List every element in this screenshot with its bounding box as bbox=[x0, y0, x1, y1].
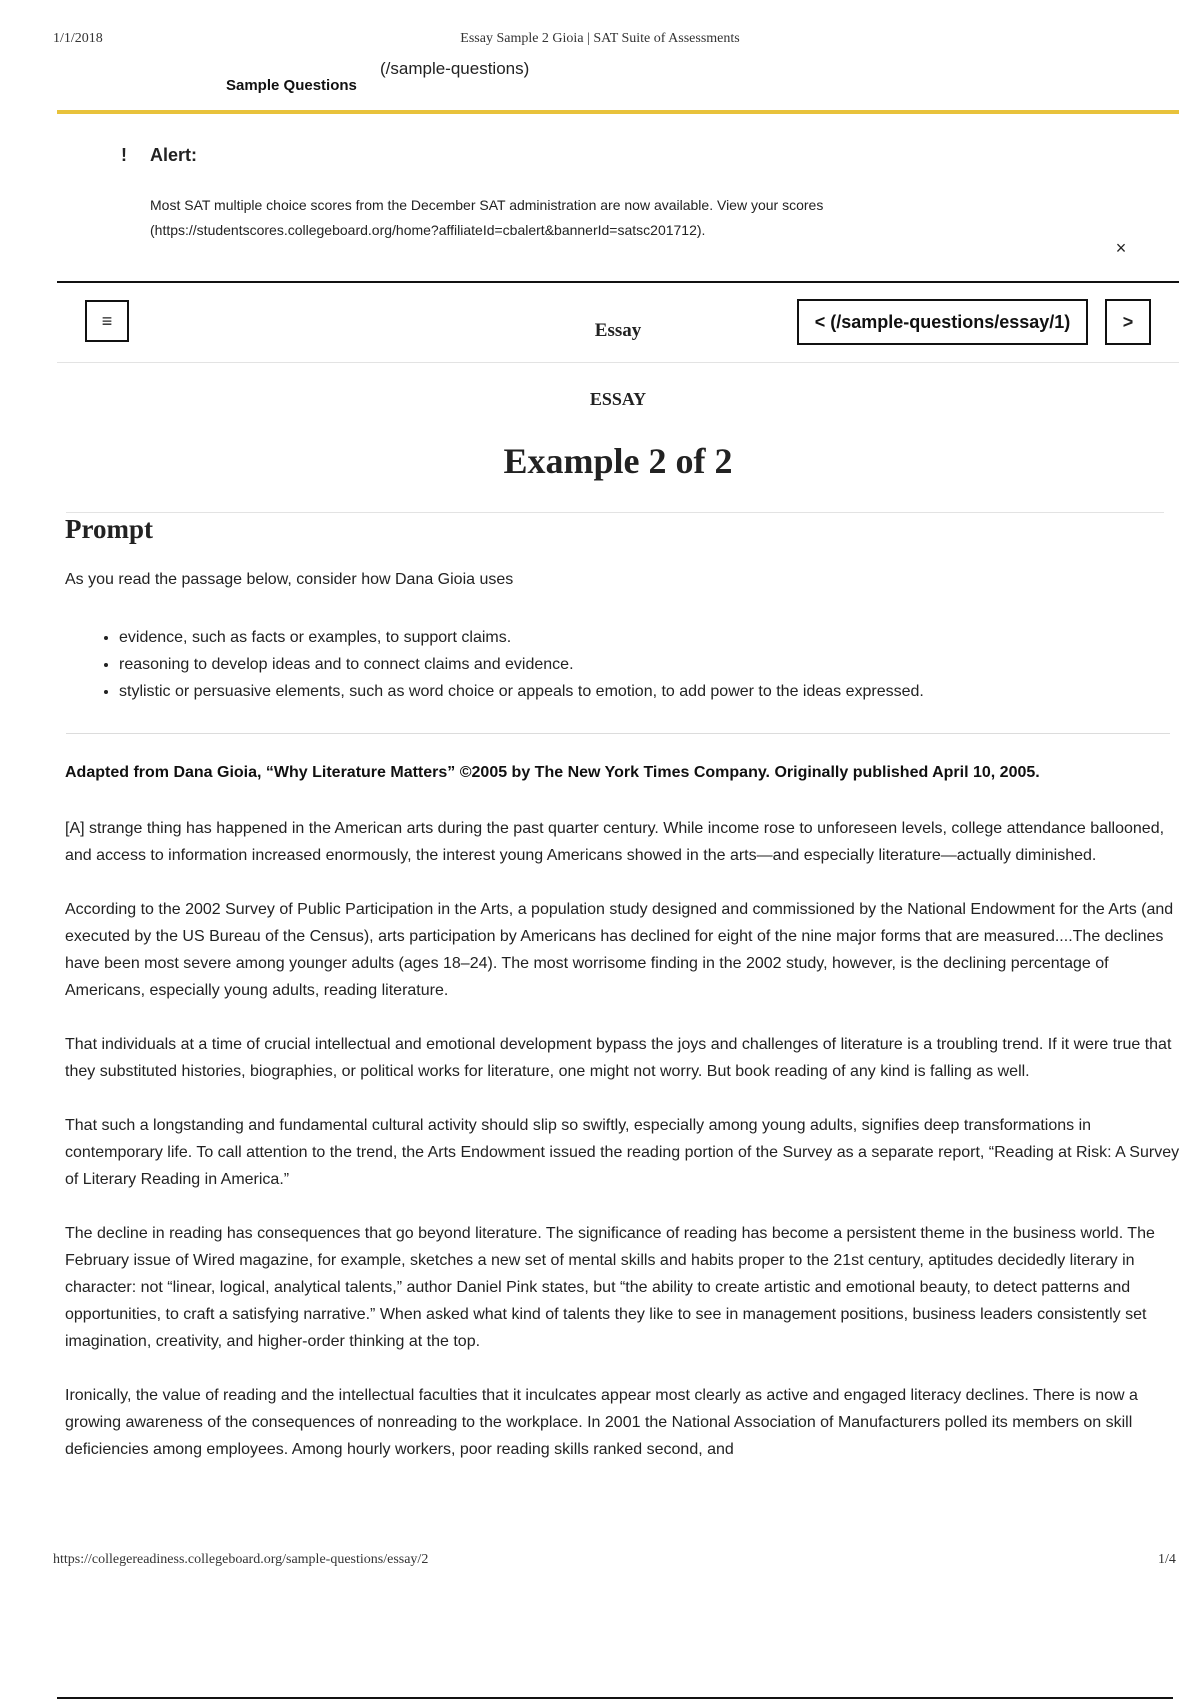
close-icon[interactable]: × bbox=[1115, 238, 1127, 258]
passage-paragraph: That individuals at a time of crucial intellectual and emotional development bypass the joys and challenges of literature is a troubling trend. If it were true that they substituted histories, biographies, or political works for literature, one might not worry. But book reading of any kind is falling as well. bbox=[65, 1036, 1172, 1080]
prompt-intro: As you read the passage below, consider how Dana Gioia uses bbox=[65, 571, 514, 588]
prompt-divider bbox=[66, 733, 1170, 734]
alert-divider bbox=[57, 281, 1179, 283]
passage-paragraph: The decline in reading has consequences that go beyond literature. The significance of reading has become a persistent theme in the business world. The February issue of Wired magazine, for example, sketches a new set of mental skills and habits proper to the 21st century, aptitudes decidedly literary in character: not “linear, logical, analytical talents,” author Daniel Pink states, but “the ability to create artistic and emotional beauty, to detect patterns and opportunities, to craft a satisfying narrative.” When asked what kind of talents they like to see in management positions, business leaders consistently set imagination, creativity, and higher-order thinking at the top. bbox=[65, 1225, 1155, 1350]
list-item: • reasoning to develop ideas and to connect claims and evidence. bbox=[119, 651, 924, 678]
sample-questions-url[interactable]: (/sample-questions) bbox=[380, 59, 530, 78]
previous-button[interactable]: < (/sample-questions/essay/1) bbox=[797, 299, 1088, 345]
alert-icon: ! bbox=[121, 145, 127, 165]
toolbar-divider bbox=[57, 362, 1179, 363]
passage-paragraph: According to the 2002 Survey of Public Participation in the Arts, a population study designed and commissioned by the National Endowment for the Arts (and executed by the US Bureau of the Census), arts participation by Americans has declined for eight of the nine major forms that are measured....The declines have been most severe among younger adults (ages 18–24). The most worrisome finding in the 2002 study, however, is the declining percentage of Americans, especially young adults, reading literature. bbox=[65, 901, 1174, 999]
prompt-heading: Prompt bbox=[65, 514, 153, 544]
section-title: Essay bbox=[594, 320, 642, 341]
passage-source: Adapted from Dana Gioia, “Why Literature Matters” ©2005 by The New York Times Company. Originally published April 10, 2005. bbox=[65, 764, 1040, 781]
title-divider bbox=[66, 512, 1164, 513]
next-button[interactable] bbox=[1105, 299, 1151, 345]
chevron-right-icon: > bbox=[1122, 312, 1134, 332]
header-divider bbox=[57, 110, 1179, 114]
print-title: Essay Sample 2 Gioia | SAT Suite of Assessments bbox=[460, 31, 740, 46]
prompt-list bbox=[88, 624, 924, 705]
list-item: • evidence, such as facts or examples, to support claims. bbox=[119, 624, 924, 651]
print-page-number: 1/4 bbox=[1158, 1552, 1176, 1567]
print-footer-url: https://collegereadiness.collegeboard.org/sample-questions/essay/2 bbox=[53, 1552, 429, 1567]
print-date: 1/1/2018 bbox=[53, 31, 103, 46]
hamburger-icon: ≡ bbox=[101, 311, 113, 331]
section-kicker: ESSAY bbox=[589, 389, 647, 409]
sample-questions-link[interactable]: Sample Questions bbox=[226, 77, 357, 94]
footer-divider bbox=[57, 1697, 1173, 1699]
page-title: Example 2 of 2 bbox=[503, 441, 733, 481]
passage-paragraph: That such a longstanding and fundamental cultural activity should slip so swiftly, especially among young adults, signifies deep transformations in contemporary life. To call attention to the trend, the Arts Endowment issued the reading portion of the Survey as a separate report, “Reading at Risk: A Survey of Literary Reading in America.” bbox=[65, 1117, 1180, 1188]
alert-message[interactable]: Most SAT multiple choice scores from the December SAT administration are now available. View your scores (https://studentscores.collegeboard.org/home?affiliateId=cbalert&bannerId=satsc201712). bbox=[150, 197, 824, 238]
passage-paragraph: Ironically, the value of reading and the intellectual faculties that it inculcates appear most clearly as active and engaged literacy declines. There is now a growing awareness of the consequences of nonreading to the workplace. In 2001 the National Association of Manufacturers polled its members on skill deficiencies among employees. Among hourly workers, poor reading skills ranked second, and bbox=[65, 1387, 1138, 1458]
list-item: • stylistic or persuasive elements, such as word choice or appeals to emotion, to add power to the ideas expressed. bbox=[119, 678, 924, 705]
passage bbox=[65, 815, 1183, 1490]
passage-paragraph: [A] strange thing has happened in the American arts during the past quarter century. While income rose to unforeseen levels, college attendance ballooned, and access to information increased enormously, the interest young Americans showed in the arts—and especially literature—actually diminished. bbox=[65, 820, 1165, 864]
alert-label: Alert: bbox=[150, 145, 198, 165]
